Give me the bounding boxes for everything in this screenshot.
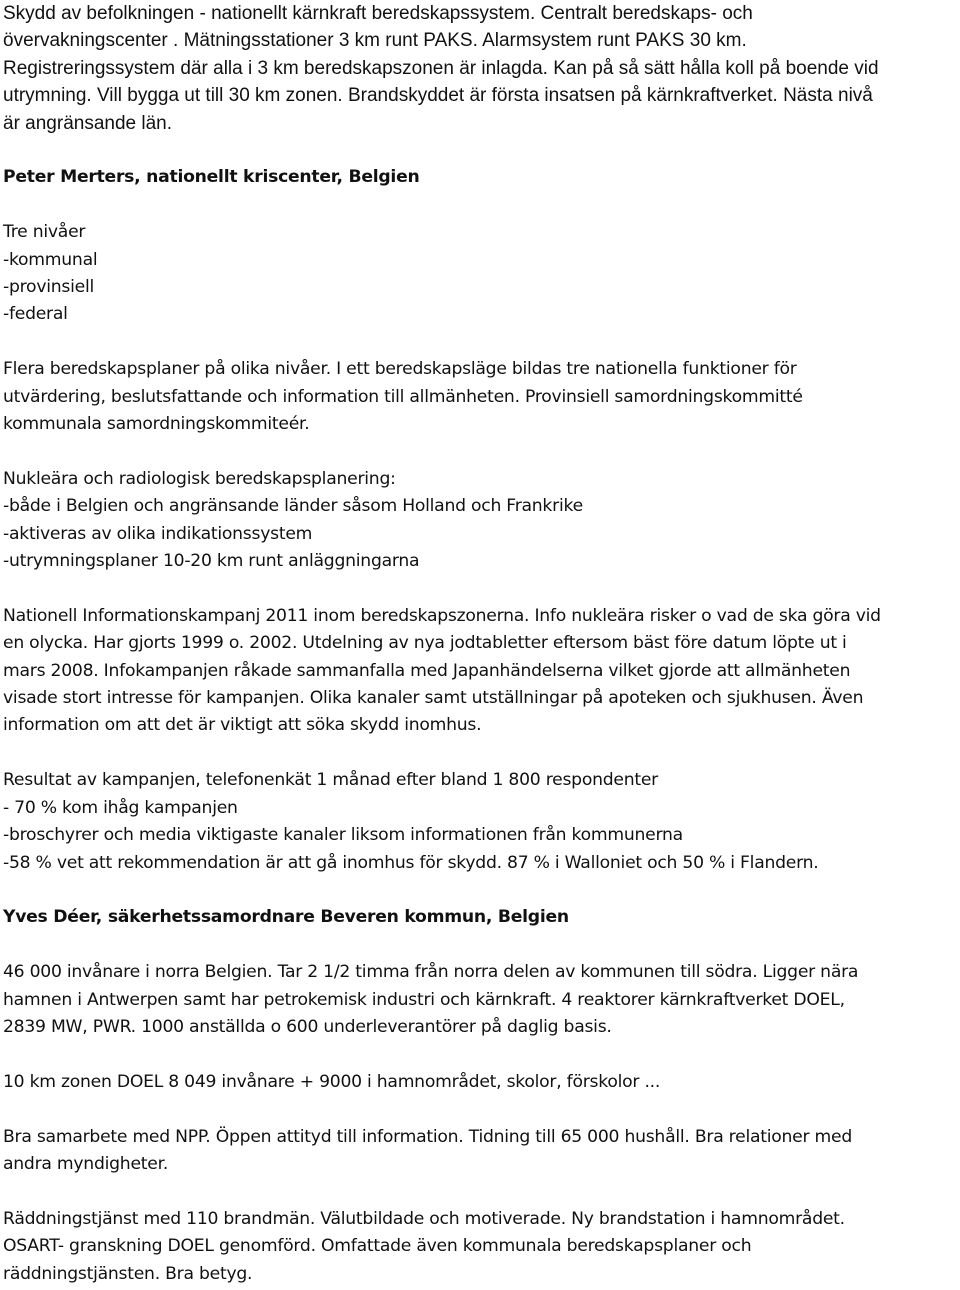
spacer <box>3 137 958 164</box>
spacer <box>3 1178 958 1205</box>
text-line: 2839 MW, PWR. 1000 anställda o 600 underleverantörer på daglig basis. <box>3 1016 612 1037</box>
document-page <box>3 0 958 1288</box>
text-line: andra myndigheter. <box>3 1153 169 1174</box>
campaign-paragraph <box>3 603 958 740</box>
nuclear-planning-list <box>3 466 958 576</box>
spacer <box>3 877 958 904</box>
list-item: Nukleära och radiologisk beredskapsplanering: <box>3 468 396 489</box>
levels-list <box>3 219 958 329</box>
cooperation-paragraph <box>3 1124 958 1179</box>
text-line: kommunala samordningskommiteér. <box>3 414 310 435</box>
spacer <box>3 438 958 465</box>
text-line: Nationell Informationskampanj 2011 inom beredskapszonerna. Info nukleära risker o vad de ska göra vid <box>3 605 881 626</box>
rescue-service-paragraph <box>3 1206 958 1288</box>
text-line: utrymning. Vill bygga ut till 30 km zonen. Brandskyddet är första insatsen på kärnkraftverket. Nästa nivå <box>3 85 873 107</box>
list-item: -provinsiell <box>3 277 95 298</box>
intro-paragraph <box>3 0 958 137</box>
list-item: Resultat av kampanjen, telefonenkät 1 månad efter bland 1 800 respondenter <box>3 770 659 791</box>
text-line: hamnen i Antwerpen samt har petrokemisk industri och kärnkraft. 4 reaktorer kärnkraftverket DOEL, <box>3 989 845 1010</box>
text-line: 10 km zonen DOEL 8 049 invånare + 9000 i hamnområdet, skolor, förskolor ... <box>3 1071 661 1092</box>
section-peter-merters <box>3 164 958 876</box>
text-line: utvärdering, beslutsfattande och information till allmänheten. Provinsiell samordningskommitté <box>3 386 803 407</box>
section-yves-deer <box>3 904 958 1288</box>
spacer <box>3 1096 958 1123</box>
spacer <box>3 932 958 959</box>
spacer <box>3 575 958 602</box>
list-item: -aktiveras av olika indikationssystem <box>3 523 313 544</box>
list-item: -58 % vet att rekommendation är att gå inomhus för skydd. 87 % i Walloniet och 50 % i Flandern. <box>3 852 819 873</box>
spacer <box>3 740 958 767</box>
list-item: -kommunal <box>3 249 98 270</box>
plans-paragraph <box>3 356 958 438</box>
list-item: -broschyrer och media viktigaste kanaler liksom informationen från kommunerna <box>3 825 683 846</box>
text-line: Räddningstjänst med 110 brandmän. Välutbildade och motiverade. Ny brandstation i hamnområdet. <box>3 1208 845 1229</box>
text-line: visade stort intresse för kampanjen. Olika kanaler samt utställningar på apoteken och sjukhusen. Även <box>3 688 864 709</box>
list-item: -både i Belgien och angränsande länder såsom Holland och Frankrike <box>3 496 583 517</box>
results-list <box>3 767 958 877</box>
text-line: är angränsande län. <box>3 112 173 134</box>
spacer <box>3 1041 958 1068</box>
spacer <box>3 192 958 219</box>
text-line: en olycka. Har gjorts 1999 o. 2002. Utdelning av nya jodtabletter eftersom bäst före datum löpte ut i <box>3 633 847 654</box>
section-heading: Yves Déer, säkerhetssamordnare Beveren kommun, Belgien <box>3 907 569 928</box>
text-line: information om att det är viktigt att söka skydd inomhus. <box>3 715 482 736</box>
list-item: Tre nivåer <box>3 222 86 243</box>
section-heading: Peter Merters, nationellt kriscenter, Belgien <box>3 167 420 188</box>
text-line: räddningstjänsten. Bra betyg. <box>3 1263 253 1284</box>
text-line: 46 000 invånare i norra Belgien. Tar 2 1/2 timma från norra delen av kommunen till södra. Ligger nära <box>3 962 859 983</box>
text-line: Bra samarbete med NPP. Öppen attityd till information. Tidning till 65 000 hushåll. Bra relationer med <box>3 1126 853 1147</box>
zone-paragraph <box>3 1069 958 1096</box>
text-line: Flera beredskapsplaner på olika nivåer. I ett beredskapsläge bildas tre nationella funktioner för <box>3 359 797 380</box>
list-item: -utrymningsplaner 10-20 km runt anläggningarna <box>3 551 420 572</box>
list-item: - 70 % kom ihåg kampanjen <box>3 797 238 818</box>
text-line: Skydd av befolkningen - nationellt kärnkraft beredskapssystem. Centralt beredskaps- och <box>3 3 753 24</box>
text-line: mars 2008. Infokampanjen råkade sammanfalla med Japanhändelserna vilket gjorde att allmänheten <box>3 660 851 681</box>
municipality-paragraph <box>3 959 958 1041</box>
text-line: OSART- granskning DOEL genomförd. Omfattade även kommunala beredskapsplaner och <box>3 1236 752 1257</box>
text-line: övervakningscenter . Mätningsstationer 3 km runt PAKS. Alarmsystem runt PAKS 30 km. <box>3 30 747 52</box>
text-line: Registreringssystem där alla i 3 km beredskapszonen är inlagda. Kan på så sätt hålla koll på boende vid <box>3 57 879 79</box>
list-item: -federal <box>3 304 68 325</box>
spacer <box>3 329 958 356</box>
